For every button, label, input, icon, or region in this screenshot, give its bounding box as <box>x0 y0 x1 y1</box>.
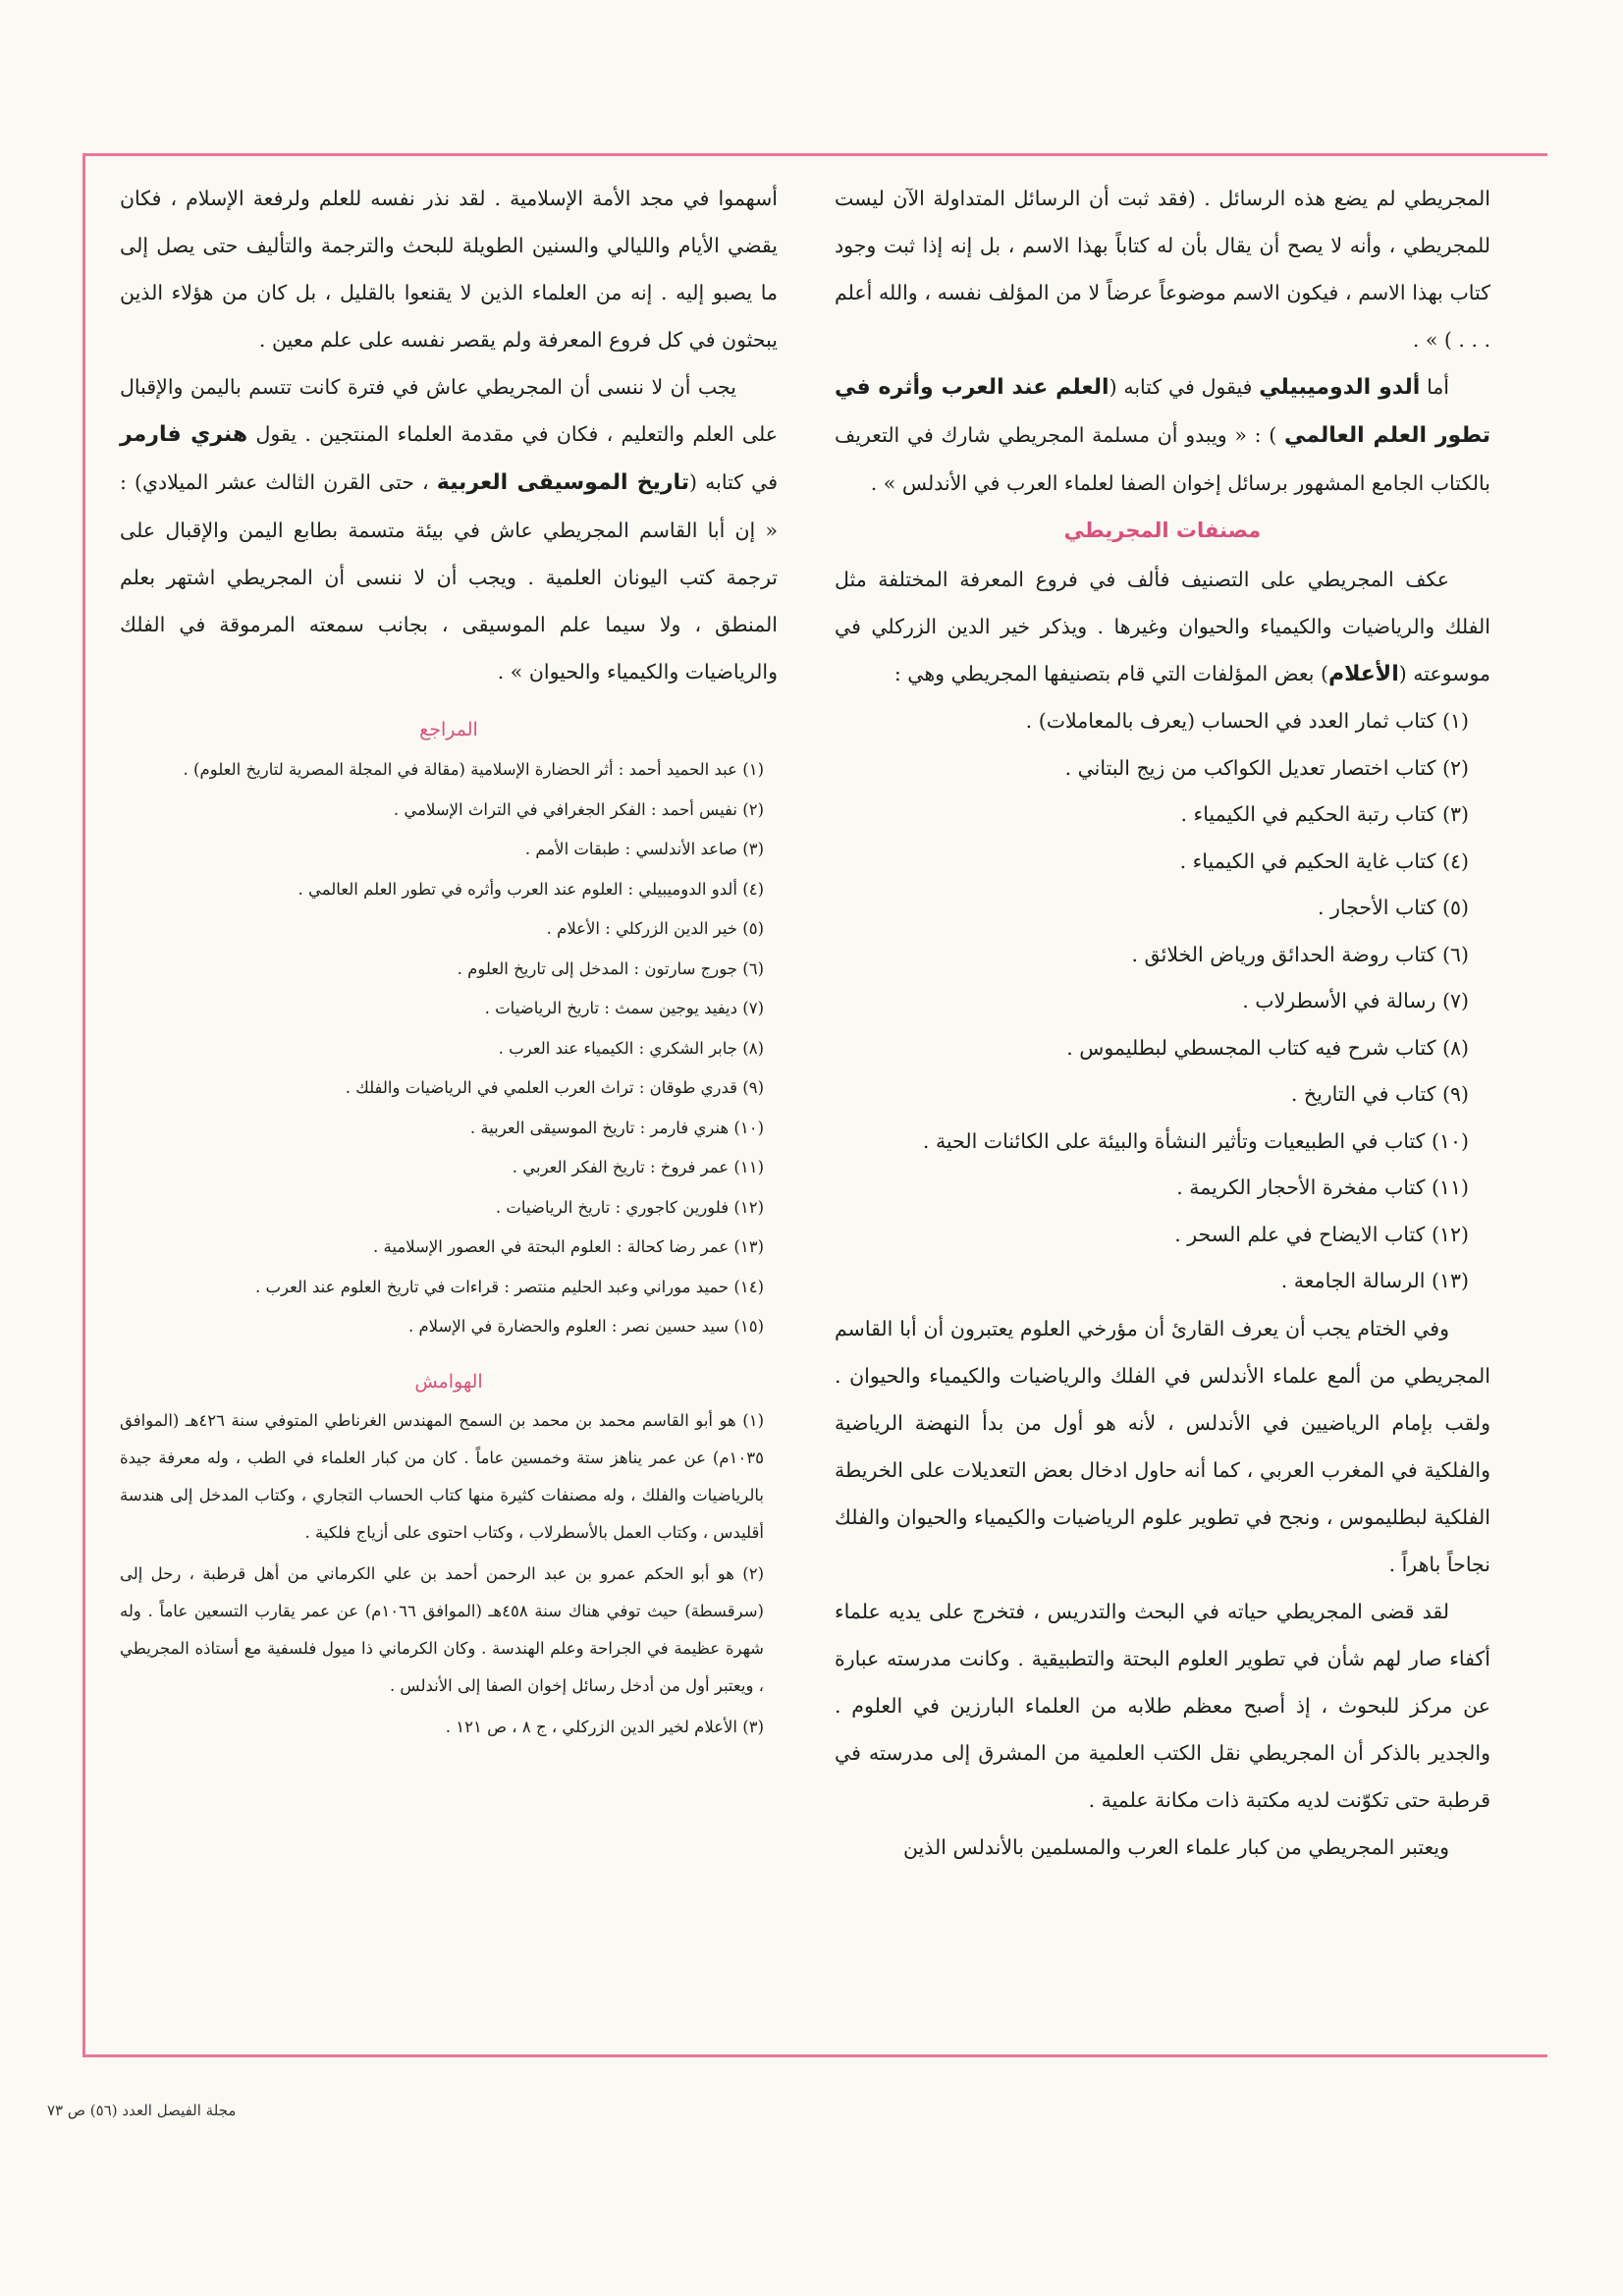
list-item: (١) عبد الحميد أحمد : أثر الحضارة الإسلامية (مقالة في المجلة المصرية لتاريخ العلوم) . <box>183 760 764 779</box>
list-item: (١١) عمر فروخ : تاريخ الفكر العربي . <box>512 1158 764 1176</box>
list-item: (٨) كتاب شرح فيه كتاب المجسطي لبطليموس . <box>1066 1035 1469 1060</box>
list-item: (١١) كتاب مفخرة الأحجار الكريمة . <box>1176 1175 1469 1199</box>
frame-left-border <box>82 153 85 2057</box>
p2-mid: فيقول في كتابه ( <box>1109 375 1253 399</box>
page-footer: مجلة الفيصل العدد (٥٦) ص ٧٣ <box>47 2102 237 2119</box>
p8-mid: في كتابه ( <box>689 470 778 494</box>
list-item: (١٢) فلورين كاجوري : تاريخ الرياضيات . <box>495 1197 764 1217</box>
list-item: (١٣) الرسالة الجامعة . <box>1280 1269 1469 1292</box>
book-title: العلم عند العرب وأثره في تطور العلم العالمي <box>835 375 1491 448</box>
list-item: (٢) هو أبو الحكم عمرو بن عبد الرحمن أحمد بن علي الكرماني من أهل قرطبة ، رحل إلى (سرقسطة) حيث توفي هناك سنة ٤٥٨هـ (الموافق ١٠٦٦م) عن عمر يقارب التسعين عاماً . وله شهرة عظيمة في الجراحة وعلم الهندسة . وكان الكرماني ذا ميول فلسفية مع أستاذه المجريطي ، ويعتبر أول من أدخل رسائل إخوان الصفا إلى الأندلس . <box>120 1563 764 1695</box>
list-item: (٣) صاعد الأندلسي : طبقات الأمم . <box>524 840 764 858</box>
notes-list <box>120 1402 778 1746</box>
alam-title: الأعلام <box>1327 662 1399 686</box>
paragraph-1: المجريطي لم يضع هذه الرسائل . (فقد ثبت أن الرسائل المتداولة الآن ليست للمجريطي ، وأنه لا يصح أن يقال بأن له كتاباً بهذا الاسم ، بل إنه إذا ثبت وجود كتاب بهذا الاسم ، فيكون الاسم موضوعاً عرضاً لا من المؤلف نفسه ، والله أعلم . . . ) » . <box>835 187 1490 352</box>
list-item: (٦) كتاب روضة الحدائق ورياض الخلائق . <box>1131 942 1469 966</box>
paragraph-7: أسهموا في مجد الأمة الإسلامية . لقد نذر نفسه للعلم ولرفعة الإسلام ، فكان يقضي الأيام والليالي والسنين الطويلة للبحث والترجمة والتأليف حتى يصل إلى ما يصبو إليه . إنه من العلماء الذين لا يقنعوا بالقليل ، بل كان من هؤلاء الذين يبحثون في كل فروع المعرفة ولم يقصر نفسه على علم معين . <box>120 187 778 352</box>
works-list <box>835 698 1490 1305</box>
right-column <box>835 175 1490 1871</box>
list-item: (١) كتاب ثمار العدد في الحساب (يعرف بالمعاملات) . <box>1025 709 1469 733</box>
list-item: (٨) جابر الشكري : الكيمياء عند العرب . <box>498 1038 764 1058</box>
list-item: (١٢) كتاب الايضاح في علم السحر . <box>1174 1222 1469 1246</box>
list-item: (٢) كتاب اختصار تعديل الكواكب من زيج البتاني . <box>1064 755 1469 780</box>
list-item: (٤) ألدو الدوميبيلي : العلوم عند العرب وأثره في تطور العلم العالمي . <box>298 879 764 899</box>
left-column <box>120 175 778 1750</box>
p8-post: ، حتى القرن الثالث عشر الميلادي) : « إن أبا القاسم المجريطي عاش في بيئة متسمة بطابع اليمن والإقبال على ترجمة كتب اليونان العلمية . ويجب أن لا ننسى أن المجريطي اشتهر بعلم المنطق ، ولا سيما علم الموسيقى ، بجانب سمعته المرموقة في الفلك والرياضيات والكيمياء والحيوان » . <box>120 470 778 683</box>
list-item: (١٥) سيد حسين نصر : العلوم والحضارة في الإسلام . <box>407 1317 764 1336</box>
list-item: (٦) جورج سارتون : المدخل إلى تاريخ العلوم . <box>457 958 764 978</box>
paragraph-5: لقد قضى المجريطي حياته في البحث والتدريس ، فتخرج على يديه علماء أكفاء صار لهم شأن في تطوير العلوم البحتة والتطبيقية . وكانت مدرسته عبارة عن مركز للبحوث ، إذ أصبح معظم طلابه من العلماء البارزين في العلوم . والجدير بالذكر أن المجريطي نقل الكتب العلمية من المشرق إلى مدرسته في قرطبة حتى تكوّنت لديه مكتبة ذات مكانة علمية . <box>835 1599 1490 1812</box>
list-item: (١٠) كتاب في الطبيعيات وتأثير النشأة والبيئة على الكائنات الحية . <box>922 1128 1469 1153</box>
notes-heading: الهوامش <box>414 1370 483 1393</box>
p8-pre: يجب أن لا ننسى أن المجريطي عاش في فترة كانت تتسم باليمن والإقبال على العلم والتعليم ، فكان في مقدمة العلماء المنتجين . يقول <box>120 375 778 446</box>
author-name: هنري فارمر <box>120 422 248 447</box>
list-item: (١) هو أبو القاسم محمد بن محمد بن السمح المهندس الغرناطي المتوفي سنة ٤٢٦هـ (الموافق ١٠٣٥م) عن عمر يناهز ستة وخمسين عاماً . كان من كبار العلماء في الطب ، وله معرفة جيدة بالرياضيات والفلك ، وله مصنفات كثيرة منها كتاب الحساب التجاري ، وكتاب المدخل إلى هندسة أقليدس ، وكتاب العمل بالأسطرلاب ، وكتاب احتوى على أزياج فلكية . <box>120 1410 764 1542</box>
list-item: (٧) رسالة في الأسطرلاب . <box>1242 989 1469 1012</box>
list-item: (٤) كتاب غاية الحكيم في الكيمياء . <box>1179 848 1469 873</box>
list-item: (٢) نفيس أحمد : الفكر الجغرافي في التراث الإسلامي . <box>393 799 764 819</box>
references-heading: المراجع <box>419 719 478 740</box>
list-item: (٧) ديفيد يوجين سمث : تاريخ الرياضيات . <box>484 999 764 1017</box>
book-title: تاريخ الموسيقى العربية <box>436 470 690 495</box>
references-list <box>120 750 778 1347</box>
p3-post: ) بعض المؤلفات التي قام بتصنيفها المجريطي وهي : <box>893 662 1328 685</box>
list-item: (٩) قدري طوقان : تراث العرب العلمي في الرياضيات والفلك . <box>345 1078 764 1097</box>
author-name: ألدو الدوميبيلي <box>1259 375 1421 400</box>
frame-top-border <box>82 153 1547 156</box>
list-item: (٩) كتاب في التاريخ . <box>1290 1082 1469 1106</box>
p3-pre: عكف المجريطي على التصنيف فألف في فروع المعرفة المختلفة مثل الفلك والرياضيات والكيمياء والحيوان وغيرها . ويذكر خير الدين الزركلي في موسوعته ( <box>835 568 1490 685</box>
paragraph-8 <box>120 363 778 695</box>
list-item: (٣) كتاب رتبة الحكيم في الكيمياء . <box>1180 802 1469 826</box>
paragraph-2 <box>835 363 1490 507</box>
paragraph-4: وفي الختام يجب أن يعرف القارئ أن مؤرخي العلوم يعتبرون أن أبا القاسم المجريطي من ألمع علماء الأندلس في الفلك والرياضيات والكيمياء والحيوان . ولقب بإمام الرياضيين في الأندلس ، لأنه هو أول من بدأ النهضة الرياضية والفلكية في المغرب العربي ، كما أنه حاول ادخال بعض التعديلات على الخريطة الفلكية لبطليموس ، ونجح في تطوير علوم الرياضيات والكيمياء والحيوان والفلك نجاحاً باهراً . <box>835 1316 1490 1576</box>
p2-post: ) : « ويبدو أن مسلمة المجريطي شارك في التعريف بالكتاب الجامع المشهور برسائل إخوان الصفا لعلماء العرب في الأندلس » . <box>835 423 1490 495</box>
paragraph-6: ويعتبر المجريطي من كبار علماء العرب والمسلمين بالأندلس الذين <box>902 1834 1449 1859</box>
list-item: (١٤) حميد موراني وعبد الحليم منتصر : قراءات في تاريخ العلوم عند العرب . <box>255 1277 764 1296</box>
list-item: (٥) خير الدين الزركلي : الأعلام . <box>546 919 764 938</box>
frame-bottom-border <box>82 2054 1547 2057</box>
section-heading: مصنفات المجريطي <box>1063 519 1262 542</box>
list-item: (١٠) هنري فارمر : تاريخ الموسيقى العربية . <box>469 1118 764 1137</box>
list-item: (١٣) عمر رضا كحالة : العلوم البحتة في العصور الإسلامية . <box>373 1237 764 1256</box>
list-item: (٣) الأعلام لخير الدين الزركلي ، ج ٨ ، ص ١٢١ . <box>445 1717 764 1736</box>
paragraph-3 <box>835 556 1490 698</box>
list-item: (٥) كتاب الأحجار . <box>1317 896 1469 919</box>
p2-pre: أما <box>1427 375 1449 399</box>
